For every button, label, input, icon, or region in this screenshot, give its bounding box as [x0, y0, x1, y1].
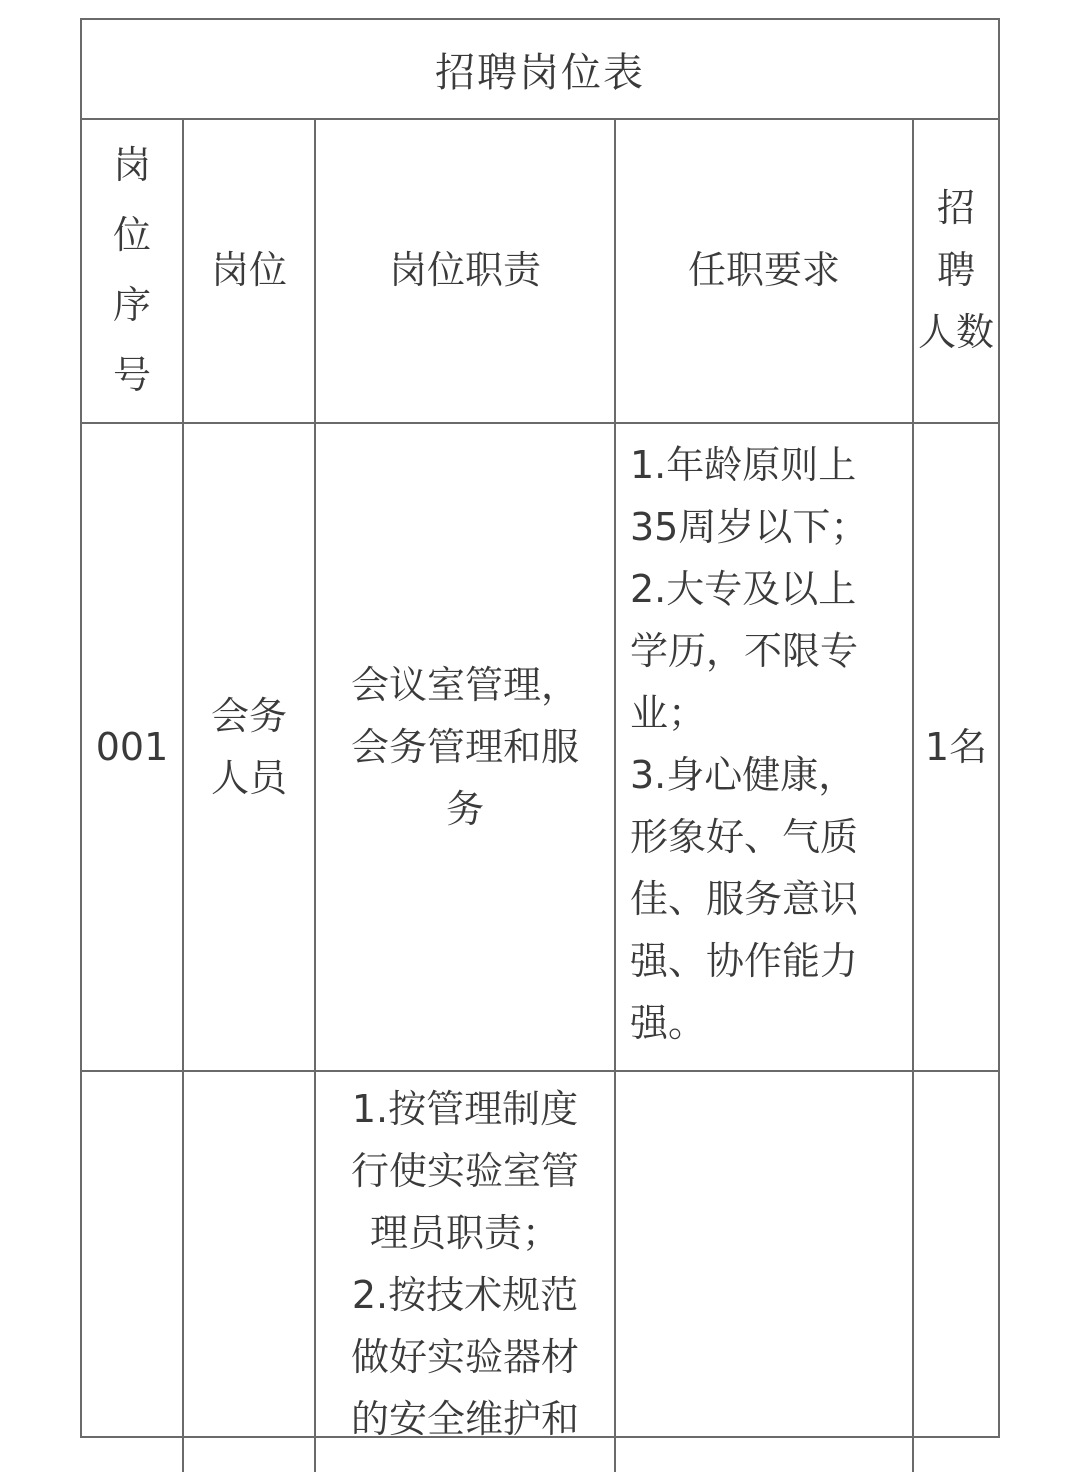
header-seq-char: 岗 — [112, 143, 151, 187]
row1-req-line: 强。 — [630, 1001, 707, 1045]
row2-duties-line: 1.按管理制度 — [351, 1087, 579, 1131]
row2-duties-line: 做好实验器材 — [350, 1335, 579, 1379]
row2-duties-line: 行使实验室管 — [350, 1149, 579, 1193]
row1-position-line: 会务 — [210, 694, 287, 738]
row1-req-line: 1.年龄原则上 — [630, 443, 857, 487]
row1-req-line: 2.大专及以上 — [630, 567, 857, 611]
header-headcount-line: 招 聘 — [936, 186, 975, 292]
row1-position-line: 人员 — [210, 756, 287, 800]
row1-requirements — [616, 424, 914, 1072]
header-seq — [82, 118, 184, 424]
header-seq-char: 位 — [112, 213, 151, 257]
row1-position — [184, 424, 316, 1072]
row1-duties — [316, 424, 616, 1072]
row1-req-line: 3.身心健康， — [630, 753, 857, 797]
row2-duties — [316, 1072, 616, 1472]
row1-req-line: 强、协作能力 — [630, 939, 859, 983]
header-headcount-line: 人数 — [917, 310, 994, 354]
row2-duties-line: 2.按技术规范 — [351, 1273, 579, 1317]
row2-requirements — [616, 1072, 914, 1472]
row1-req-line: 学历，不限专 — [630, 629, 859, 673]
header-requirements: 任职要求 — [616, 118, 914, 424]
row2-position — [184, 1072, 316, 1472]
row2-seq — [82, 1072, 184, 1472]
header-position: 岗位 — [184, 118, 316, 424]
row1-duties-line: 会务管理和服 — [350, 725, 579, 769]
row1-req-line: 形象好、气质 — [630, 815, 859, 859]
header-duties: 岗位职责 — [316, 118, 616, 424]
header-seq-char: 号 — [112, 353, 151, 397]
row1-req-line: 35周岁以下； — [630, 505, 869, 549]
row2-headcount — [914, 1072, 998, 1472]
row1-duties-line: 务 — [445, 787, 484, 831]
row1-headcount: 1名 — [914, 424, 998, 1072]
table-title: 招聘岗位表 — [82, 20, 998, 120]
row1-req-line: 佳、服务意识 — [630, 877, 859, 921]
row1-seq: 001 — [82, 424, 184, 1072]
row2-duties-line: 理员职责； — [369, 1211, 560, 1255]
header-headcount — [914, 118, 998, 424]
header-seq-char: 序 — [112, 283, 151, 327]
row2-duties-line: 的安全维护和 — [350, 1397, 579, 1441]
row1-req-line: 业； — [630, 691, 707, 735]
row1-duties-line: 会议室管理， — [350, 663, 579, 707]
recruitment-table — [80, 18, 1000, 1441]
